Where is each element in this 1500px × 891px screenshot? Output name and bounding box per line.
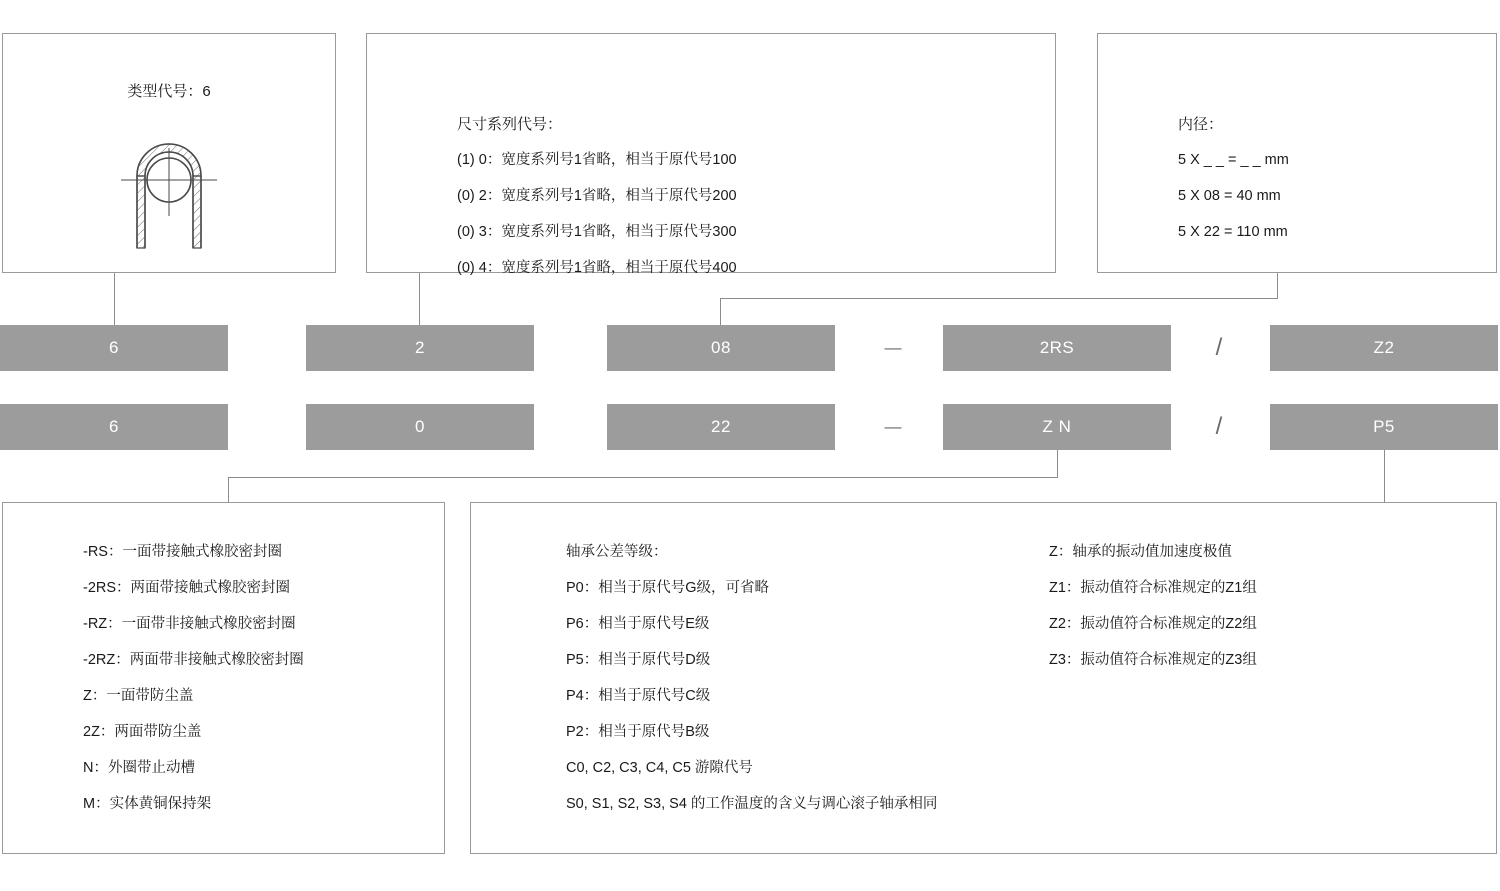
list-item: (0) 3：宽度系列号1省略，相当于原代号300 — [457, 224, 737, 240]
code-bar-type-row1: 6 — [0, 325, 228, 371]
list-item: P0：相当于原代号G级，可省略 — [566, 580, 770, 596]
tolerance-grade-panel — [470, 502, 1497, 854]
bore-list — [1178, 142, 1289, 250]
tolerance-left-column — [566, 534, 937, 822]
list-item: -2RS：两面带接触式橡胶密封圈 — [83, 580, 291, 596]
vibration-right-column — [1049, 534, 1257, 678]
list-item: M：实体黄铜保持架 — [83, 796, 212, 812]
size-series-title: 尺寸系列代号： — [457, 116, 563, 133]
list-item: Z2：振动值符合标准规定的Z2组 — [1049, 616, 1257, 632]
connector-line — [1384, 450, 1385, 502]
list-item: -RS：一面带接触式橡胶密封圈 — [83, 544, 282, 560]
list-item: 5 X _ _ = _ _ mm — [1178, 152, 1289, 168]
connector-line — [720, 298, 1278, 299]
bore-diameter-panel — [1097, 33, 1497, 273]
list-item: 5 X 22 = 110 mm — [1178, 224, 1288, 240]
code-bar-series-row2: 0 — [306, 404, 534, 450]
separator-slash-row2: / — [1215, 413, 1223, 440]
code-bar-bore-row1: 08 — [607, 325, 835, 371]
size-series-list — [457, 142, 737, 286]
separator-slash-row1: / — [1215, 334, 1223, 361]
type-code-panel — [2, 33, 336, 273]
list-item: -RZ：一面带非接触式橡胶密封圈 — [83, 616, 296, 632]
connector-line — [114, 273, 115, 325]
seal-code-list — [83, 534, 304, 822]
separator-dash-row2: — — [884, 417, 902, 436]
connector-line — [720, 298, 721, 325]
code-bar-series-row1: 2 — [306, 325, 534, 371]
code-bar-grade-row1: Z2 — [1270, 325, 1498, 371]
code-bar-bore-row2: 22 — [607, 404, 835, 450]
list-item: (0) 4：宽度系列号1省略，相当于原代号400 — [457, 260, 737, 276]
connector-line — [419, 273, 420, 325]
list-item: (1) 0：宽度系列号1省略，相当于原代号100 — [457, 152, 737, 168]
code-bar-type-row2: 6 — [0, 404, 228, 450]
list-item: 2Z：两面带防尘盖 — [83, 724, 202, 740]
tolerance-title: 轴承公差等级： — [566, 544, 668, 560]
list-item: 5 X 08 = 40 mm — [1178, 188, 1281, 204]
list-item: C0, C2, C3, C4, C5 游隙代号 — [566, 760, 753, 776]
list-item: P4：相当于原代号C级 — [566, 688, 711, 704]
bore-title: 内径： — [1178, 116, 1224, 133]
list-item: P2：相当于原代号B级 — [566, 724, 710, 740]
list-item: Z：轴承的振动值加速度极值 — [1049, 544, 1232, 560]
size-series-panel — [366, 33, 1056, 276]
code-bar-grade-row2: P5 — [1270, 404, 1498, 450]
seal-code-panel — [2, 502, 445, 854]
list-item: P5：相当于原代号D级 — [566, 652, 711, 668]
type-code-title: 类型代号：6 — [127, 83, 211, 100]
connector-line — [228, 477, 229, 502]
connector-line — [1057, 450, 1058, 477]
code-bar-seal-row1: 2RS — [943, 325, 1171, 371]
code-bar-seal-row2: Z N — [943, 404, 1171, 450]
list-item: Z3：振动值符合标准规定的Z3组 — [1049, 652, 1257, 668]
separator-dash-row1: — — [884, 338, 902, 357]
ball-bearing-icon — [107, 130, 231, 254]
list-item: S0, S1, S2, S3, S4 的工作温度的含义与调心滚子轴承相同 — [566, 796, 938, 812]
list-item: P6：相当于原代号E级 — [566, 616, 710, 632]
connector-line — [228, 477, 1058, 478]
list-item: (0) 2：宽度系列号1省略，相当于原代号200 — [457, 188, 737, 204]
list-item: N：外圈带止动槽 — [83, 760, 195, 776]
list-item: Z：一面带防尘盖 — [83, 688, 194, 704]
list-item: -2RZ：两面带非接触式橡胶密封圈 — [83, 652, 304, 668]
list-item: Z1：振动值符合标准规定的Z1组 — [1049, 580, 1257, 596]
connector-line — [1277, 273, 1278, 299]
